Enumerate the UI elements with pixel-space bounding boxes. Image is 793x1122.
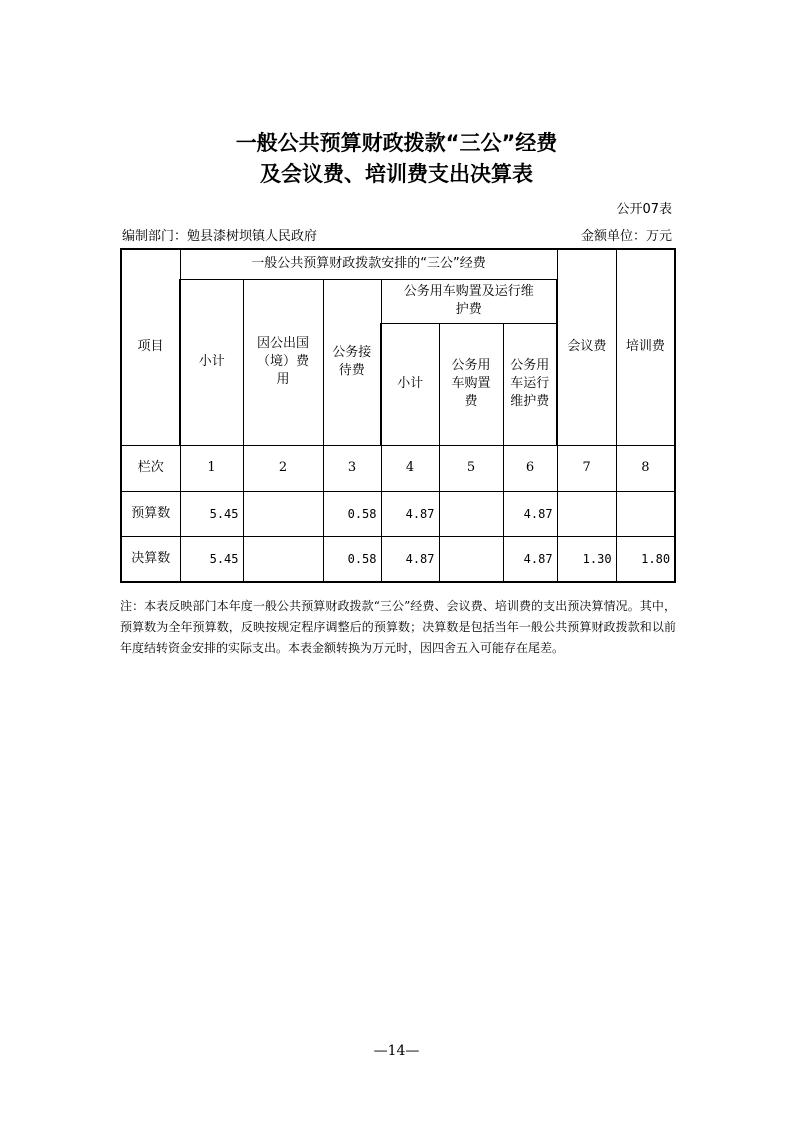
cell: 2 bbox=[243, 445, 323, 491]
header-sangong-group: 一般公共预算财政拨款安排的“三公”经费 bbox=[180, 249, 557, 279]
page-number: —14— bbox=[373, 1043, 420, 1059]
org-label: 编制部门：勉县漆树坝镇人民政府 bbox=[122, 229, 318, 244]
cell: 7 bbox=[557, 445, 616, 491]
header-training: 培训费 bbox=[616, 249, 675, 445]
cell: 4.87 bbox=[381, 491, 439, 536]
cell: 4.87 bbox=[503, 536, 557, 582]
cell: 5 bbox=[439, 445, 503, 491]
cell: 4.87 bbox=[381, 536, 439, 582]
table-title-line1: 一般公共预算财政拨款“三公”经费 bbox=[235, 131, 558, 155]
cell bbox=[557, 491, 616, 536]
cell bbox=[243, 536, 323, 582]
cell: 4 bbox=[381, 445, 439, 491]
cell: 1.30 bbox=[557, 536, 616, 582]
cell bbox=[243, 491, 323, 536]
cell: 1.80 bbox=[616, 536, 675, 582]
table-row-final bbox=[121, 536, 675, 582]
table-row-budget bbox=[121, 491, 675, 536]
header-subtotal: 小计 bbox=[180, 279, 243, 445]
row-label: 决算数 bbox=[121, 536, 180, 582]
cell: 5.45 bbox=[180, 491, 243, 536]
header-vehicle-purchase: 公务用车购置费 bbox=[439, 323, 503, 445]
header-item: 项目 bbox=[121, 249, 180, 445]
header-reception: 公务接待费 bbox=[323, 279, 381, 445]
cell: 3 bbox=[323, 445, 381, 491]
cell: 1 bbox=[180, 445, 243, 491]
header-meeting: 会议费 bbox=[557, 249, 616, 445]
cell: 6 bbox=[503, 445, 557, 491]
cell: 0.58 bbox=[323, 536, 381, 582]
table-title-line2: 及会议费、培训费支出决算表 bbox=[260, 162, 533, 186]
header-vehicle-operation: 公务用车运行维护费 bbox=[503, 323, 557, 445]
unit-label: 金额单位：万元 bbox=[580, 229, 672, 244]
row-label: 栏次 bbox=[121, 445, 180, 491]
cell bbox=[616, 491, 675, 536]
table-row-column-index bbox=[121, 445, 675, 491]
cell: 4.87 bbox=[503, 491, 557, 536]
cell bbox=[439, 536, 503, 582]
expenditure-table bbox=[120, 248, 676, 583]
header-abroad: 因公出国（境）费用 bbox=[243, 279, 323, 445]
header-vehicle-subtotal: 小计 bbox=[381, 323, 439, 445]
header-vehicle-group: 公务用车购置及运行维护费 bbox=[381, 279, 557, 323]
row-label: 预算数 bbox=[121, 491, 180, 536]
table-note: 注：本表反映部门本年度一般公共预算财政拨款“三公”经费、会议费、培训费的支出预决算情况。其中，预算数为全年预算数，反映按规定程序调整后的预算数；决算数是包括当年一般公共预算财政拨款和以前年度结转资金安排的实际支出。本表金额转换为万元时，因四舍五入可能存在尾差。 bbox=[120, 599, 676, 655]
cell bbox=[439, 491, 503, 536]
form-code: 公开07表 bbox=[616, 202, 672, 217]
cell: 0.58 bbox=[323, 491, 381, 536]
cell: 8 bbox=[616, 445, 675, 491]
cell: 5.45 bbox=[180, 536, 243, 582]
